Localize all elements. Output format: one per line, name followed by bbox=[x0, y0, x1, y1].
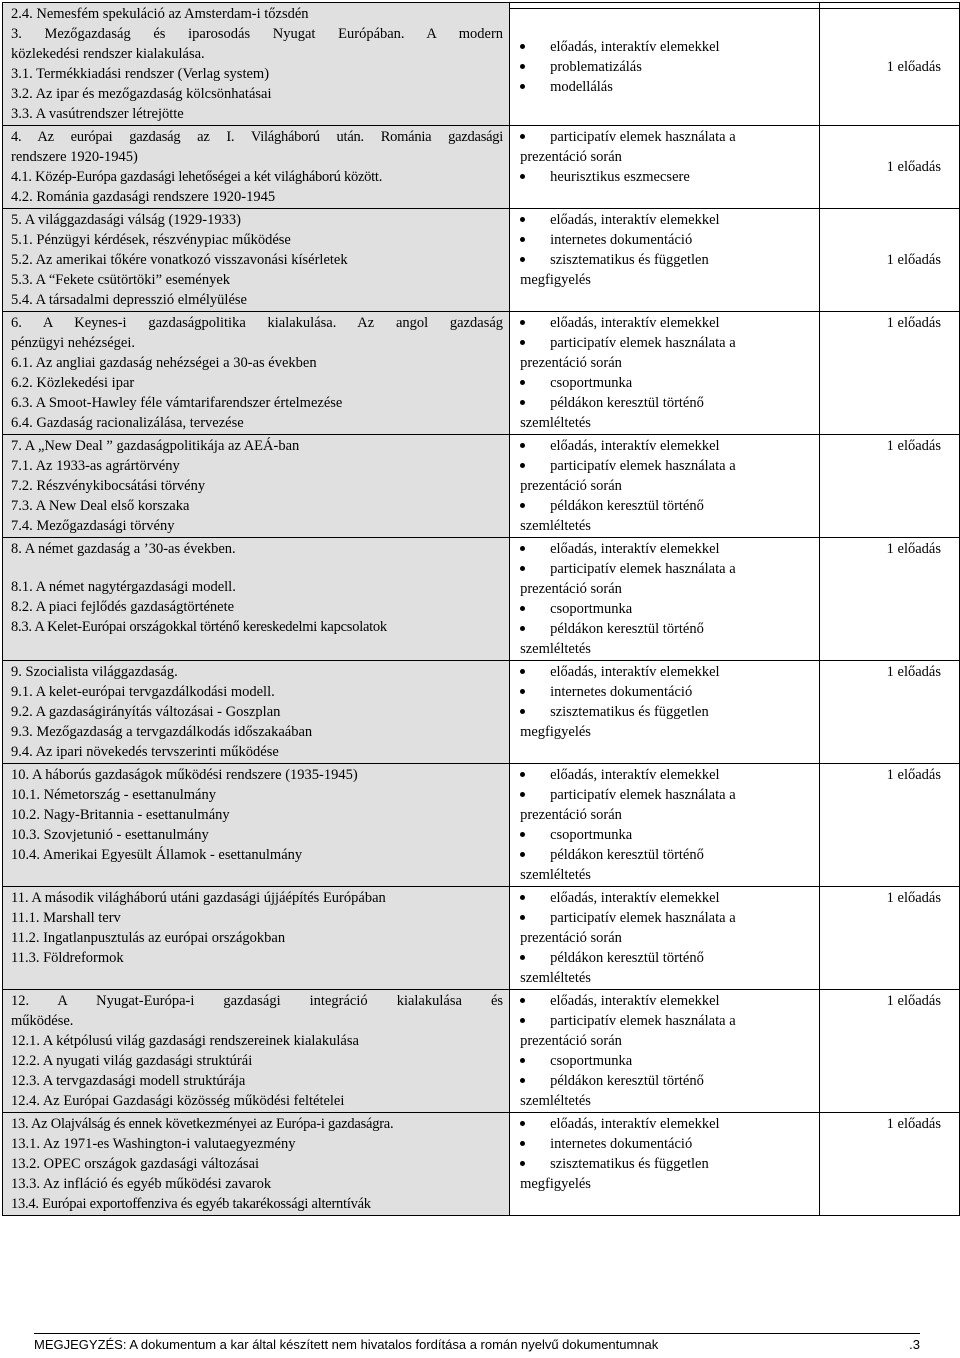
session-count: 1 előadás bbox=[819, 538, 959, 661]
footer-note: MEGJEGYZÉS: A dokumentum a kar által készített nem hivatalos fordítása a román nyelvű dokumentumnak bbox=[34, 1337, 659, 1352]
method-item bbox=[520, 250, 813, 270]
session-count: 1 előadás bbox=[819, 764, 959, 887]
bullet-icon bbox=[520, 57, 550, 77]
topic-line: 3. Mezőgazdaság és iparosodás Nyugat Európában. A modern bbox=[11, 26, 504, 42]
method-text: előadás, interaktív elemekkel bbox=[550, 541, 720, 557]
bullet-icon bbox=[520, 1071, 550, 1091]
bullet-icon bbox=[520, 1051, 550, 1071]
topic-cell bbox=[3, 538, 510, 661]
method-item bbox=[520, 599, 813, 619]
method-text: problematizálás bbox=[550, 58, 642, 75]
bullet-icon bbox=[520, 393, 550, 413]
method-item bbox=[520, 1134, 813, 1154]
method-text: participatív elemek használata a bbox=[550, 458, 736, 474]
method-item bbox=[520, 496, 813, 516]
method-item: megfigyelés bbox=[520, 724, 591, 740]
method-text: participatív elemek használata a bbox=[550, 1013, 736, 1029]
topic-line: 12.2. A nyugati világ gazdasági struktúrái bbox=[11, 1053, 253, 1069]
topic-line: 6.3. A Smoot-Hawley féle vámtarifarendszer értelmezése bbox=[11, 395, 343, 411]
methods-cell bbox=[510, 312, 820, 435]
method-item bbox=[520, 77, 813, 97]
topic-line: 4.2. Románia gazdasági rendszere 1920-1945 bbox=[11, 189, 276, 205]
bullet-icon bbox=[520, 765, 550, 785]
method-item: prezentáció során bbox=[520, 581, 622, 597]
topic-line: 5.3. A “Fekete csütörtöki” események bbox=[11, 272, 231, 288]
topic-line: 12.4. Az Európai Gazdasági közösség működési feltételei bbox=[11, 1093, 345, 1109]
topic-line: 12. A Nyugat-Európa-i gazdasági integráció kialakulása és bbox=[11, 993, 504, 1009]
topic-line: 5.1. Pénzügyi kérdések, részvénypiac működése bbox=[11, 232, 291, 248]
bullet-icon bbox=[520, 662, 550, 682]
method-item bbox=[520, 908, 813, 928]
topic-line: 3.2. Az ipar és mezőgazdaság kölcsönhatásai bbox=[11, 86, 272, 102]
method-item: szemléltetés bbox=[520, 1093, 591, 1109]
table-row bbox=[3, 126, 960, 209]
method-text: csoportmunka bbox=[550, 375, 633, 391]
method-item bbox=[520, 785, 813, 805]
method-item bbox=[520, 373, 813, 393]
topic-line: 13.3. Az infláció és egyéb működési zavarok bbox=[11, 1176, 272, 1192]
topic-line: 10.1. Németország - esettanulmány bbox=[11, 787, 216, 803]
bullet-icon bbox=[520, 702, 550, 722]
method-text: példákon keresztül történő bbox=[550, 1073, 704, 1089]
topic-line: 9.1. A kelet-európai tervgazdálkodási modell. bbox=[11, 684, 275, 700]
table-row bbox=[3, 538, 960, 661]
method-text: előadás, interaktív elemekkel bbox=[550, 315, 720, 331]
topic-line: 8.3. A Kelet-Európai országokkal történő kereskedelmi kapcsolatok bbox=[11, 619, 387, 635]
topic-line: 3.3. A vasútrendszer létrejötte bbox=[11, 106, 184, 122]
method-item bbox=[520, 888, 813, 908]
method-text: heurisztikus eszmecsere bbox=[550, 169, 690, 185]
bullet-icon bbox=[520, 436, 550, 456]
bullet-icon bbox=[520, 1134, 550, 1154]
session-count: 1 előadás bbox=[819, 435, 959, 538]
bullet-icon bbox=[520, 313, 550, 333]
methods-cell bbox=[510, 661, 820, 764]
method-item: szemléltetés bbox=[520, 415, 591, 431]
topic-line bbox=[11, 559, 503, 577]
method-item: megfigyelés bbox=[520, 1176, 591, 1192]
bullet-icon bbox=[520, 948, 550, 968]
bullet-icon bbox=[520, 908, 550, 928]
methods-cell bbox=[510, 8, 820, 125]
table-row bbox=[3, 990, 960, 1113]
method-text: szisztematikus és független bbox=[550, 1156, 709, 1172]
topic-line: működése. bbox=[11, 1013, 74, 1029]
session-count: 1 előadás bbox=[819, 990, 959, 1113]
method-item: prezentáció során bbox=[520, 930, 622, 946]
bullet-icon bbox=[520, 250, 550, 270]
bullet-icon bbox=[520, 456, 550, 476]
topic-line: 11.1. Marshall terv bbox=[11, 910, 121, 926]
method-item bbox=[520, 1051, 813, 1071]
method-text: előadás, interaktív elemekkel bbox=[550, 767, 720, 783]
method-text: előadás, interaktív elemekkel bbox=[550, 664, 720, 680]
method-item bbox=[520, 991, 813, 1011]
method-item: prezentáció során bbox=[520, 149, 622, 165]
session-count: 1 előadás bbox=[819, 8, 959, 125]
topic-line: 9.3. Mezőgazdaság a tervgazdálkodás időszakaában bbox=[11, 724, 313, 740]
topic-line: rendszere 1920-1945) bbox=[11, 149, 138, 165]
method-item bbox=[520, 845, 813, 865]
topic-cell bbox=[3, 126, 510, 209]
method-text: példákon keresztül történő bbox=[550, 498, 704, 514]
bullet-icon bbox=[520, 599, 550, 619]
method-text: participatív elemek használata a bbox=[550, 561, 736, 577]
method-item: szemléltetés bbox=[520, 970, 591, 986]
method-item bbox=[520, 825, 813, 845]
topic-line: 10. A háborús gazdaságok működési rendszere (1935-1945) bbox=[11, 767, 358, 783]
method-text: előadás, interaktív elemekkel bbox=[550, 438, 720, 454]
method-text: participatív elemek használata a bbox=[550, 129, 736, 145]
topic-line: 7.4. Mezőgazdasági törvény bbox=[11, 518, 175, 534]
bullet-icon bbox=[520, 167, 550, 187]
method-text: példákon keresztül történő bbox=[550, 847, 704, 863]
method-text: előadás, interaktív elemekkel bbox=[550, 212, 720, 228]
method-item bbox=[520, 559, 813, 579]
topic-line: 8. A német gazdaság a ’30-as években. bbox=[11, 541, 236, 557]
bullet-icon bbox=[520, 682, 550, 702]
method-item: prezentáció során bbox=[520, 1033, 622, 1049]
table-row bbox=[3, 764, 960, 887]
method-text: modellálás bbox=[550, 78, 613, 95]
methods-cell bbox=[510, 990, 820, 1113]
method-item bbox=[520, 1011, 813, 1031]
topic-line: 6.1. Az angliai gazdaság nehézségei a 30-as években bbox=[11, 355, 317, 371]
method-item bbox=[520, 37, 813, 57]
topic-line: 7.3. A New Deal első korszaka bbox=[11, 498, 190, 514]
method-item bbox=[520, 127, 813, 147]
method-text: participatív elemek használata a bbox=[550, 335, 736, 351]
table-row bbox=[3, 435, 960, 538]
topic-line: 8.1. A német nagytérgazdasági modell. bbox=[11, 579, 236, 595]
method-item bbox=[520, 393, 813, 413]
bullet-icon bbox=[520, 825, 550, 845]
topic-cell bbox=[3, 435, 510, 538]
bullet-icon bbox=[520, 991, 550, 1011]
bullet-icon bbox=[520, 845, 550, 865]
topic-line: 9.4. Az ipari növekedés tervszerinti működése bbox=[11, 744, 279, 760]
methods-cell bbox=[510, 1113, 820, 1216]
topic-line: 13. Az Olajválság és ennek következményei az Európa-i gazdaságra. bbox=[11, 1116, 394, 1132]
bullet-icon bbox=[520, 496, 550, 516]
method-item: szemléltetés bbox=[520, 641, 591, 657]
topic-line: 5.4. A társadalmi depresszió elmélyülése bbox=[11, 292, 247, 308]
session-count: 1 előadás bbox=[819, 661, 959, 764]
method-item bbox=[520, 619, 813, 639]
method-text: előadás, interaktív elemekkel bbox=[550, 38, 720, 55]
bullet-icon bbox=[520, 230, 550, 250]
method-item bbox=[520, 702, 813, 722]
topic-line: 4. Az európai gazdaság az I. Világháború után. Románia gazdasági bbox=[11, 129, 504, 145]
bullet-icon bbox=[520, 210, 550, 230]
method-item bbox=[520, 456, 813, 476]
topic-line: 5. A világgazdasági válság (1929-1933) bbox=[11, 212, 241, 228]
bullet-icon bbox=[520, 559, 550, 579]
method-item bbox=[520, 1114, 813, 1134]
topic-line: pénzügyi nehézségei. bbox=[11, 335, 136, 351]
table-row bbox=[3, 312, 960, 435]
table-row bbox=[3, 661, 960, 764]
topic-line: 7.2. Részvénykibocsátási törvény bbox=[11, 478, 206, 494]
method-item bbox=[520, 210, 813, 230]
bullet-icon bbox=[520, 785, 550, 805]
method-item bbox=[520, 682, 813, 702]
bullet-icon bbox=[520, 373, 550, 393]
method-item bbox=[520, 333, 813, 353]
topic-line: 5.2. Az amerikai tőkére vonatkozó visszavonási kísérletek bbox=[11, 252, 348, 268]
topic-line: 12.3. A tervgazdasági modell struktúrája bbox=[11, 1073, 246, 1089]
session-count: 1 előadás bbox=[819, 126, 959, 209]
method-text: csoportmunka bbox=[550, 601, 633, 617]
topic-line: 11.3. Földreformok bbox=[11, 950, 124, 966]
topic-cell bbox=[3, 312, 510, 435]
method-text: szisztematikus és független bbox=[550, 704, 709, 720]
bullet-icon bbox=[520, 1011, 550, 1031]
bullet-icon bbox=[520, 333, 550, 353]
method-item bbox=[520, 230, 813, 250]
topic-line: 13.4. Európai exportoffenziva és egyéb takarékossági alterntívák bbox=[11, 1196, 371, 1212]
methods-cell bbox=[510, 538, 820, 661]
methods-cell bbox=[510, 209, 820, 312]
method-item bbox=[520, 313, 813, 333]
method-text: előadás, interaktív elemekkel bbox=[550, 890, 720, 906]
topic-line: 11. A második világháború utáni gazdasági újjáépítés Európában bbox=[11, 890, 386, 906]
method-text: internetes dokumentáció bbox=[550, 1136, 693, 1152]
topic-line: 9.2. A gazdaságirányítás változásai - Goszplan bbox=[11, 704, 281, 720]
topic-line: 7.1. Az 1933-as agrártörvény bbox=[11, 458, 180, 474]
method-item bbox=[520, 539, 813, 559]
method-item: prezentáció során bbox=[520, 807, 622, 823]
method-text: példákon keresztül történő bbox=[550, 395, 704, 411]
session-count: 1 előadás bbox=[819, 312, 959, 435]
method-item bbox=[520, 662, 813, 682]
session-count: 1 előadás bbox=[819, 887, 959, 990]
bullet-icon bbox=[520, 77, 550, 97]
methods-cell bbox=[510, 435, 820, 538]
method-item bbox=[520, 1154, 813, 1174]
bullet-icon bbox=[520, 1114, 550, 1134]
table-row bbox=[3, 887, 960, 990]
topic-cell bbox=[3, 1113, 510, 1216]
method-text: csoportmunka bbox=[550, 827, 633, 843]
topic-line: 3.1. Termékkiadási rendszer (Verlag system) bbox=[11, 66, 270, 82]
topic-line: 6. A Keynes-i gazdaságpolitika kialakulása. Az angol gazdaság bbox=[11, 315, 504, 331]
topic-line: 6.2. Közlekedési ipar bbox=[11, 375, 135, 391]
method-text: példákon keresztül történő bbox=[550, 950, 704, 966]
topic-line: 4.1. Közép-Európa gazdasági lehetőségei a két világháború között. bbox=[11, 169, 383, 185]
topic-line: 2.4. Nemesfém spekuláció az Amsterdam-i tőzsdén bbox=[11, 6, 309, 22]
table-row bbox=[3, 1113, 960, 1216]
method-item: megfigyelés bbox=[520, 272, 591, 288]
topic-cell bbox=[3, 661, 510, 764]
topic-cell bbox=[3, 887, 510, 990]
method-text: szisztematikus és független bbox=[550, 252, 709, 268]
method-text: példákon keresztül történő bbox=[550, 621, 704, 637]
method-text: internetes dokumentáció bbox=[550, 232, 693, 248]
method-item bbox=[520, 948, 813, 968]
method-item bbox=[520, 1071, 813, 1091]
method-text: participatív elemek használata a bbox=[550, 787, 736, 803]
topic-line: 10.2. Nagy-Britannia - esettanulmány bbox=[11, 807, 230, 823]
topic-line: közlekedési rendszer kialakulása. bbox=[11, 46, 205, 62]
topic-cell bbox=[3, 764, 510, 887]
bullet-icon bbox=[520, 619, 550, 639]
syllabus-table bbox=[2, 2, 960, 1216]
bullet-icon bbox=[520, 539, 550, 559]
methods-cell bbox=[510, 126, 820, 209]
topic-line: 10.3. Szovjetunió - esettanulmány bbox=[11, 827, 209, 843]
topic-line: 6.4. Gazdaság racionalizálása, tervezése bbox=[11, 415, 244, 431]
method-item bbox=[520, 167, 813, 187]
method-text: előadás, interaktív elemekkel bbox=[550, 993, 720, 1009]
topic-line: 13.2. OPEC országok gazdasági változásai bbox=[11, 1156, 260, 1172]
methods-cell bbox=[510, 764, 820, 887]
table-row bbox=[3, 209, 960, 312]
method-item: szemléltetés bbox=[520, 867, 591, 883]
bullet-icon bbox=[520, 37, 550, 57]
topic-cell bbox=[3, 209, 510, 312]
method-text: internetes dokumentáció bbox=[550, 684, 693, 700]
method-item: szemléltetés bbox=[520, 518, 591, 534]
session-count: 1 előadás bbox=[819, 1113, 959, 1216]
topic-line: 13.1. Az 1971-es Washington-i valutaegyezmény bbox=[11, 1136, 296, 1152]
page-number: .3 bbox=[909, 1337, 920, 1352]
method-item bbox=[520, 765, 813, 785]
method-text: előadás, interaktív elemekkel bbox=[550, 1116, 720, 1132]
methods-cell bbox=[510, 887, 820, 990]
method-item: prezentáció során bbox=[520, 355, 622, 371]
method-item: prezentáció során bbox=[520, 478, 622, 494]
topic-line: 12.1. A kétpólusú világ gazdasági rendszereinek kialakulása bbox=[11, 1033, 359, 1049]
page-footer bbox=[34, 1333, 920, 1352]
topic-line: 11.2. Ingatlanpusztulás az európai országokban bbox=[11, 930, 286, 946]
topic-line: 7. A „New Deal ” gazdaságpolitikája az AEÁ-ban bbox=[11, 438, 300, 454]
method-text: participatív elemek használata a bbox=[550, 910, 736, 926]
bullet-icon bbox=[520, 127, 550, 147]
method-item bbox=[520, 436, 813, 456]
topic-line: 8.2. A piaci fejlődés gazdaságtörténete bbox=[11, 599, 235, 615]
topic-cell bbox=[3, 990, 510, 1113]
bullet-icon bbox=[520, 1154, 550, 1174]
topic-cell bbox=[3, 3, 510, 126]
method-text: csoportmunka bbox=[550, 1053, 633, 1069]
method-item bbox=[520, 57, 813, 77]
session-count: 1 előadás bbox=[819, 209, 959, 312]
bullet-icon bbox=[520, 888, 550, 908]
topic-line: 10.4. Amerikai Egyesült Államok - esettanulmány bbox=[11, 847, 303, 863]
topic-line: 9. Szocialista világgazdaság. bbox=[11, 664, 178, 680]
